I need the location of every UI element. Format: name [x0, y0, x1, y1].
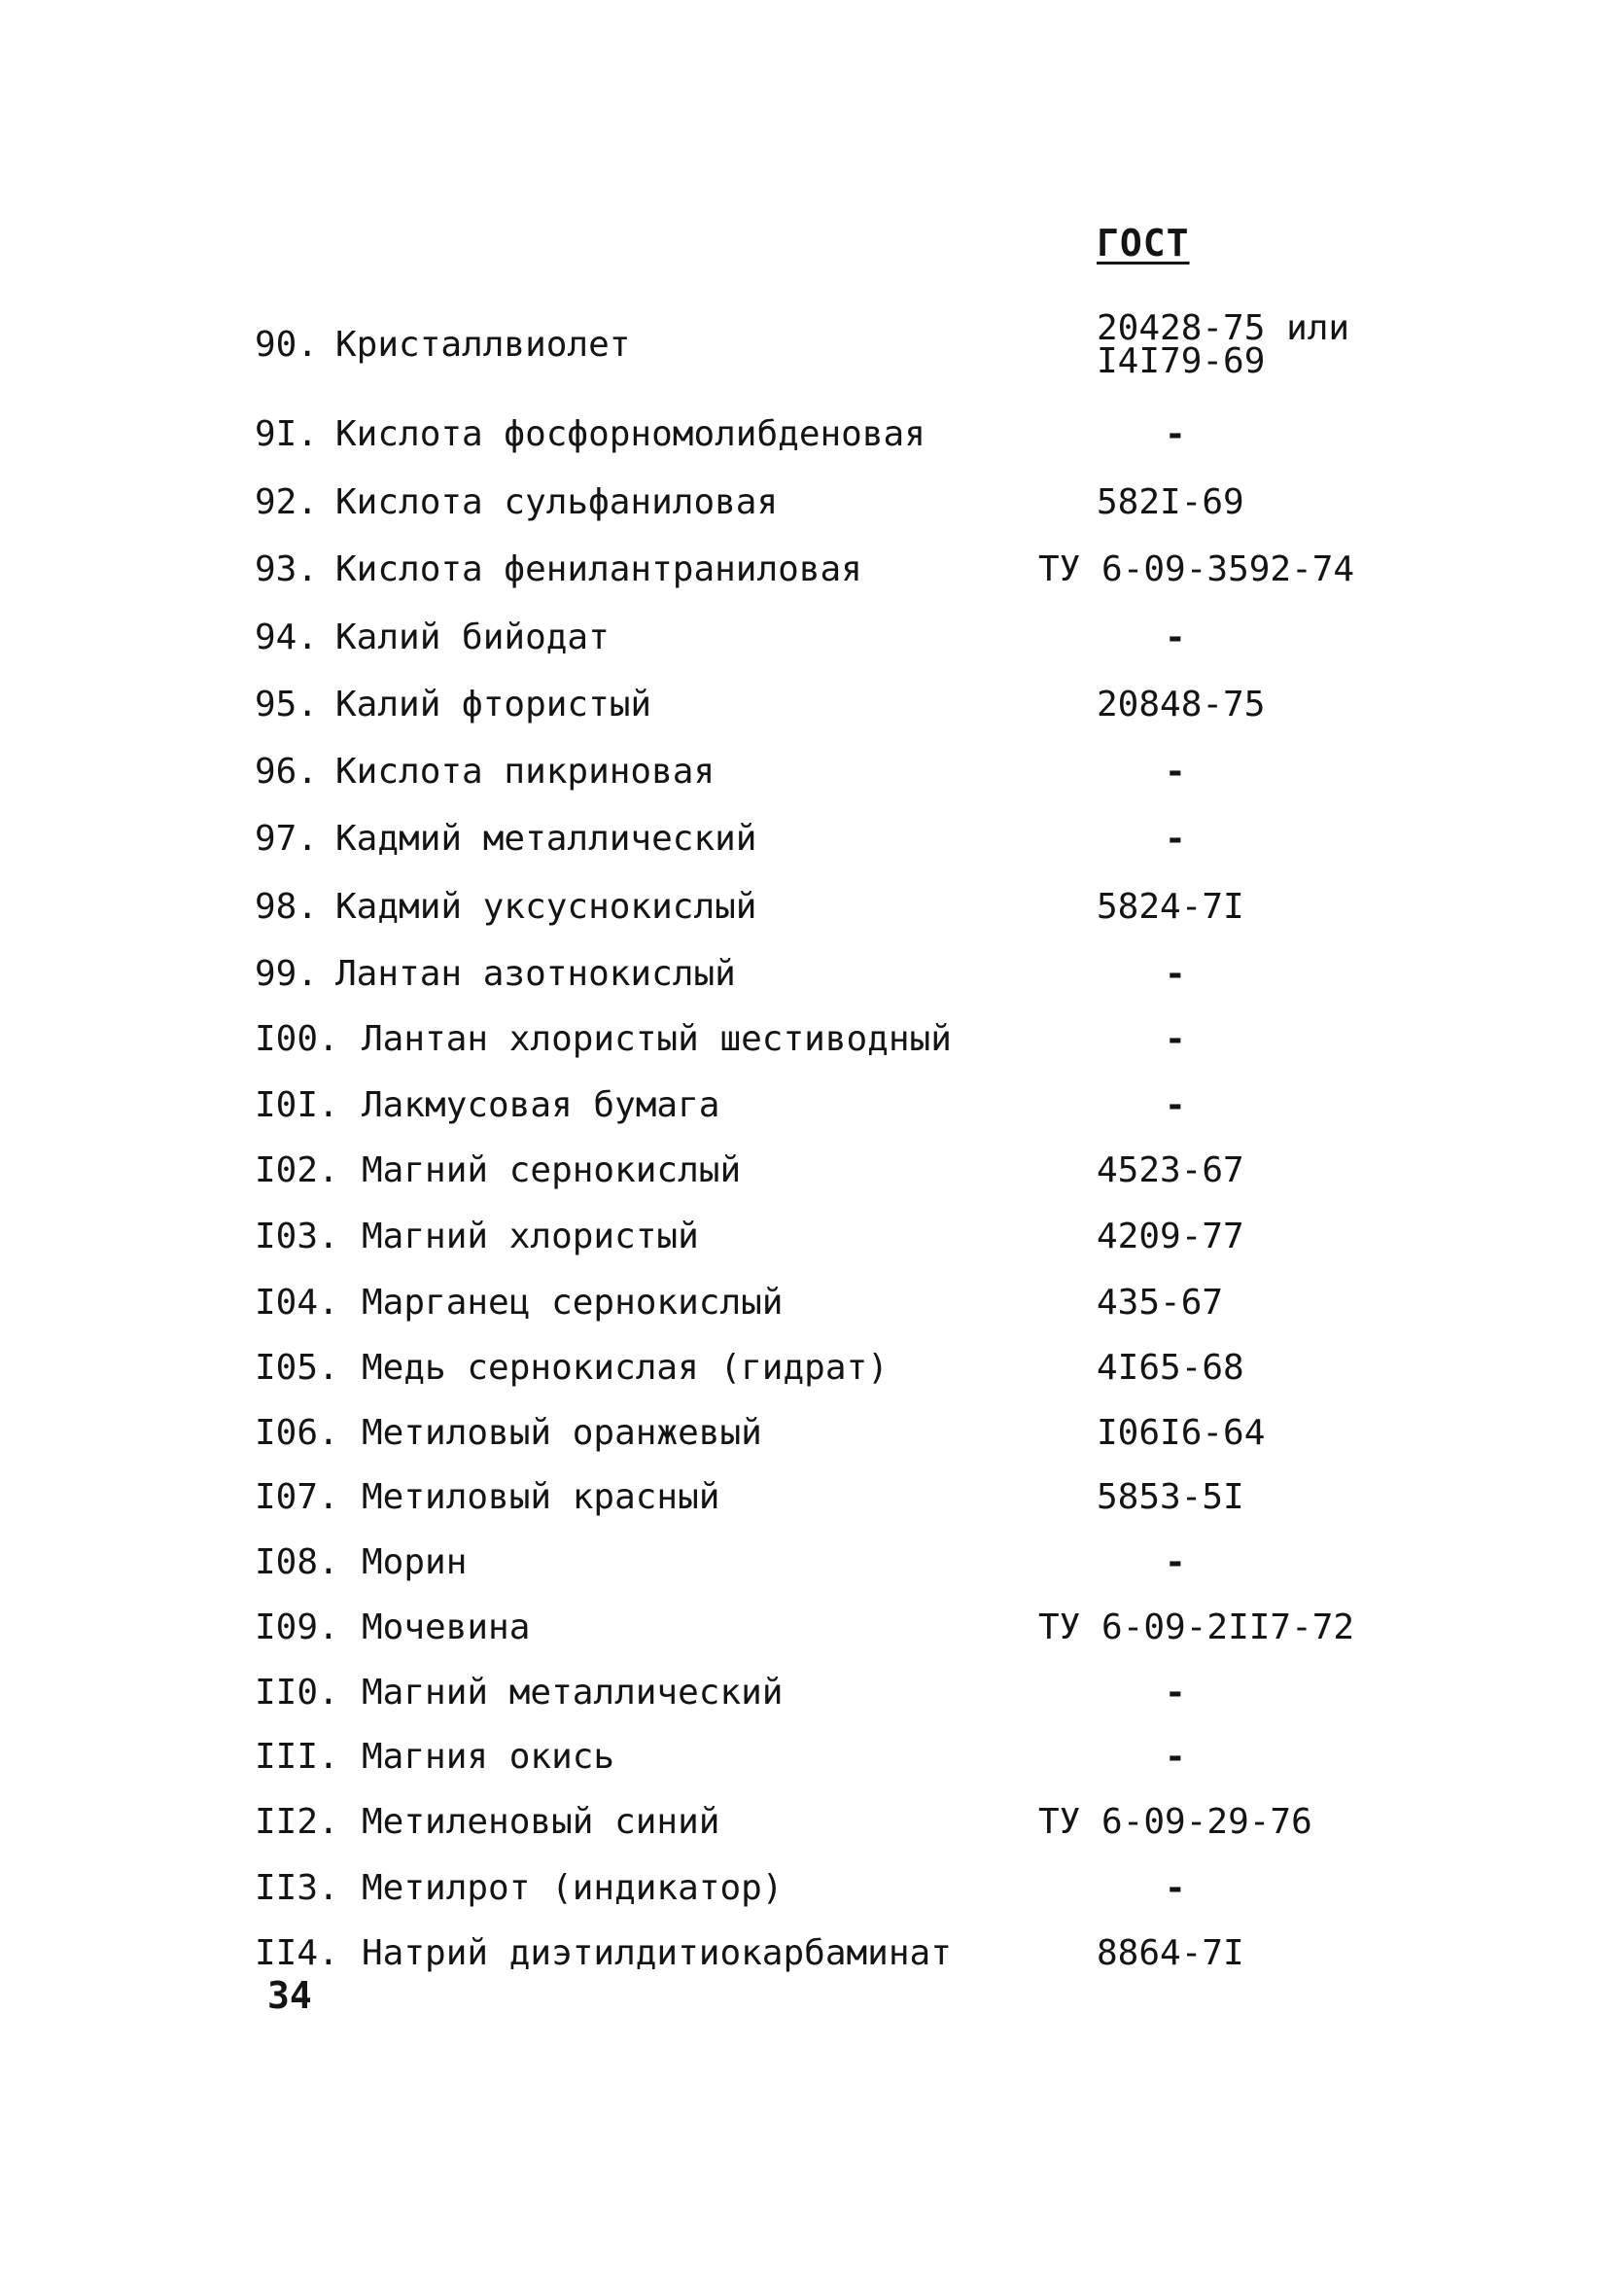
- item-gost: -: [1165, 1868, 1186, 1908]
- item-gost: -: [1165, 752, 1186, 792]
- item-number: 92.: [255, 482, 319, 522]
- item-name: Магния окись: [362, 1737, 615, 1777]
- item-gost: -: [1165, 414, 1186, 454]
- item-gost: 4I65-68: [1097, 1348, 1244, 1388]
- item-gost: 4523-67: [1097, 1150, 1244, 1190]
- item-number: I08.: [255, 1542, 339, 1582]
- item-number: 90.: [255, 325, 319, 365]
- item-gost: I06I6-64: [1097, 1413, 1266, 1453]
- item-number: 97.: [255, 819, 319, 859]
- item-gost: -: [1165, 954, 1186, 994]
- item-name: Калий фтористый: [335, 685, 652, 724]
- item-number: II2.: [255, 1802, 339, 1842]
- item-name: Магний сернокислый: [362, 1150, 742, 1190]
- item-gost: -: [1165, 819, 1186, 859]
- item-number: I00.: [255, 1019, 339, 1059]
- item-number: I06.: [255, 1413, 339, 1453]
- item-gost: -: [1165, 618, 1186, 657]
- item-name: Кислота сульфаниловая: [335, 482, 779, 522]
- list-item: [0, 1084, 1607, 1143]
- list-item: [0, 413, 1607, 472]
- item-number: 94.: [255, 618, 319, 657]
- item-gost: ТУ 6-09-29-76: [1038, 1802, 1312, 1842]
- list-item: [0, 1412, 1607, 1470]
- item-gost: 4209-77: [1097, 1217, 1244, 1256]
- item-name: Метиловый оранжевый: [362, 1413, 762, 1453]
- item-name: Кислота фосфорномолибденовая: [335, 414, 926, 454]
- item-name: Лантан азотнокислый: [335, 954, 736, 994]
- item-name: Марганец сернокислый: [362, 1283, 784, 1323]
- item-number: I05.: [255, 1348, 339, 1388]
- list-item: [0, 1736, 1607, 1794]
- item-name: Метиленовый синий: [362, 1802, 720, 1842]
- list-item: [0, 1607, 1607, 1665]
- list-item: [0, 1541, 1607, 1600]
- item-name: Магний хлористый: [362, 1217, 699, 1256]
- item-gost: 435-67: [1097, 1283, 1224, 1323]
- item-number: 95.: [255, 685, 319, 724]
- item-name: Метиловый красный: [362, 1477, 720, 1517]
- item-name: Медь сернокислая (гидрат): [362, 1348, 889, 1388]
- item-name: Магний металлический: [362, 1673, 784, 1713]
- gost-column-header: ГОСТ: [1097, 222, 1190, 265]
- list-item: [0, 481, 1607, 540]
- item-gost: -: [1165, 1085, 1186, 1125]
- list-item: [0, 1476, 1607, 1535]
- list-item: [0, 1672, 1607, 1730]
- item-number: II4.: [255, 1933, 339, 1973]
- page-number: 34: [267, 1974, 312, 2017]
- item-gost: -: [1165, 1673, 1186, 1713]
- item-gost: 8864-7I: [1097, 1933, 1244, 1973]
- list-item: [0, 308, 1607, 382]
- item-number: 9I.: [255, 414, 319, 454]
- item-number: I07.: [255, 1477, 339, 1517]
- list-item: [0, 1801, 1607, 1859]
- item-number: I02.: [255, 1150, 339, 1190]
- list-item: [0, 953, 1607, 1011]
- list-item: [0, 1149, 1607, 1208]
- item-number: III.: [255, 1737, 339, 1777]
- item-number: II3.: [255, 1868, 339, 1908]
- item-number: I04.: [255, 1283, 339, 1323]
- item-number: I03.: [255, 1217, 339, 1256]
- item-name: Калий бийодат: [335, 618, 610, 657]
- item-gost: -: [1165, 1542, 1186, 1582]
- item-name: Лакмусовая бумага: [362, 1085, 720, 1125]
- list-item: [0, 684, 1607, 742]
- item-name: Метилрот (индикатор): [362, 1868, 784, 1908]
- item-number: II0.: [255, 1673, 339, 1713]
- list-item: [0, 818, 1607, 876]
- list-item: [0, 1932, 1607, 1991]
- item-name: Морин: [362, 1542, 468, 1582]
- item-name: Кислота фенилантраниловая: [335, 549, 862, 589]
- list-item: [0, 1018, 1607, 1077]
- list-item: [0, 548, 1607, 607]
- list-item: [0, 1867, 1607, 1925]
- item-gost: ТУ 6-09-3592-74: [1038, 549, 1355, 589]
- list-item: [0, 1282, 1607, 1340]
- list-item: [0, 751, 1607, 809]
- item-gost: -: [1165, 1737, 1186, 1777]
- item-number: 96.: [255, 752, 319, 792]
- item-name: Натрий диэтилдитиокарбаминат: [362, 1933, 952, 1973]
- item-name: Кадмий металлический: [335, 819, 757, 859]
- item-gost: 20428-75 или I4I79-69: [1097, 308, 1350, 381]
- item-gost: 5853-5I: [1097, 1477, 1244, 1517]
- item-name: Лантан хлористый шестиводный: [362, 1019, 952, 1059]
- item-number: 93.: [255, 549, 319, 589]
- item-gost: 582I-69: [1097, 482, 1244, 522]
- item-gost: ТУ 6-09-2II7-72: [1038, 1607, 1355, 1647]
- item-name: Кислота пикриновая: [335, 752, 716, 792]
- list-item: [0, 1216, 1607, 1274]
- item-name: Кадмий уксуснокислый: [335, 887, 757, 927]
- item-number: I0I.: [255, 1085, 339, 1125]
- list-item: [0, 1347, 1607, 1405]
- item-name: Мочевина: [362, 1607, 531, 1647]
- item-number: 99.: [255, 954, 319, 994]
- item-number: I09.: [255, 1607, 339, 1647]
- item-name: Кристаллвиолет: [335, 325, 631, 365]
- item-number: 98.: [255, 887, 319, 927]
- list-item: [0, 617, 1607, 675]
- item-gost: -: [1165, 1019, 1186, 1059]
- item-gost: 20848-75: [1097, 685, 1266, 724]
- item-gost: 5824-7I: [1097, 887, 1244, 927]
- list-item: [0, 886, 1607, 944]
